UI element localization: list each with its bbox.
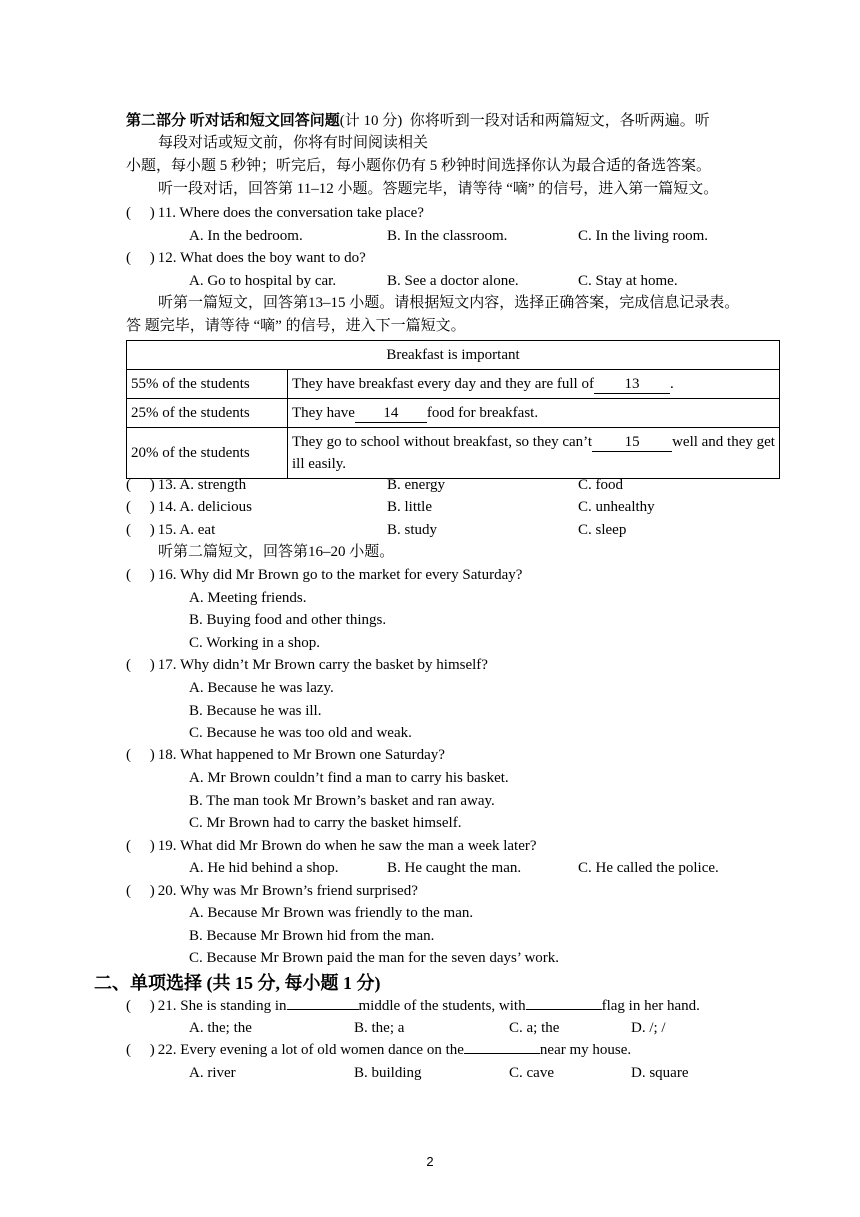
fill-blank <box>526 1009 602 1010</box>
option-c: C. In the living room. <box>578 228 708 244</box>
option-c: C. Stay at home. <box>578 273 678 289</box>
answer-paren-close: ) <box>149 522 155 538</box>
option-a: A. Mr Brown couldn’t find a man to carry his basket. <box>189 770 509 786</box>
option-a: A. river <box>189 1065 236 1081</box>
question-stem: 11. Where does the conversation take place? <box>157 205 424 221</box>
part2-score: (计 10 分) <box>339 113 403 129</box>
question-stem: 22. Every evening a lot of old women dance on the <box>157 1042 464 1058</box>
option-a: A. the; the <box>189 1020 252 1036</box>
table-row <box>127 399 780 428</box>
option-b: B. See a doctor alone. <box>387 273 519 289</box>
breakfast-info-table <box>126 340 780 479</box>
passage2-instruction: 听第二篇短文，回答第16–20 小题。 <box>158 544 395 560</box>
page-number: 2 <box>426 1154 434 1169</box>
option-a: A. Go to hospital by car. <box>189 273 337 289</box>
option-d: D. square <box>631 1065 689 1081</box>
answer-paren-close: ) <box>149 250 155 266</box>
answer-paren-close: ) <box>149 567 155 583</box>
section2-heading <box>94 970 381 996</box>
dialogue-instruction: 听一段对话，回答第 11–12 小题。答题完毕，请等待 “嘀” 的信号，进入第一篇短文。 <box>158 181 719 197</box>
option-c: C. Because Mr Brown paid the man for the seven days’ work. <box>189 950 560 966</box>
question-stem: 18. What happened to Mr Brown one Saturday? <box>157 747 445 763</box>
answer-paren-close: ) <box>149 747 155 763</box>
question-stem: 12. What does the boy want to do? <box>157 250 366 266</box>
answer-paren-close: ) <box>149 657 155 673</box>
option-a: A. Because Mr Brown was friendly to the man. <box>189 905 474 921</box>
answer-paren: ( <box>126 205 131 221</box>
table-cell-text <box>288 370 780 399</box>
option-a: A. In the bedroom. <box>189 228 303 244</box>
part2-intro-a: 你将听到一段对话和两篇短文，各听两遍。听 <box>409 113 710 129</box>
option-d: D. /; / <box>631 1020 666 1036</box>
question-stem: 17. Why didn’t Mr Brown carry the basket by himself? <box>157 657 488 673</box>
cell-text-post: . <box>669 376 674 392</box>
question-stem: 13. A. strength <box>157 477 247 493</box>
section2-score: (共 15 分, 每小题 1 分) <box>206 973 381 993</box>
table-row <box>127 428 780 479</box>
option-b: B. He caught the man. <box>387 860 522 876</box>
question-stem: 20. Why was Mr Brown’s friend surprised? <box>157 883 418 899</box>
fill-blank <box>464 1053 540 1054</box>
answer-paren: ( <box>126 747 131 763</box>
option-a: A. Meeting friends. <box>189 590 307 606</box>
question-13 <box>126 474 246 496</box>
option-b: B. study <box>387 522 438 538</box>
question-20 <box>126 880 418 902</box>
answer-paren: ( <box>126 998 131 1014</box>
option-b: B. building <box>354 1065 422 1081</box>
answer-paren: ( <box>126 477 131 493</box>
part2-intro-c: 小题，每小题 5 秒钟；听完后，每小题你仍有 5 秒钟时间选择你认为最合适的备选答案。 <box>126 158 712 174</box>
answer-paren-close: ) <box>149 838 155 854</box>
option-a: A. He hid behind a shop. <box>189 860 339 876</box>
part2-title: 第二部分 听对话和短文回答问题 <box>126 113 340 129</box>
question-18 <box>126 744 445 766</box>
option-b: B. Because Mr Brown hid from the man. <box>189 928 435 944</box>
answer-blank: 14 <box>355 404 427 423</box>
option-c: C. Working in a shop. <box>189 635 321 651</box>
option-b: B. Buying food and other things. <box>189 612 387 628</box>
question-stem: 15. A. eat <box>157 522 216 538</box>
table-cell-percent: 55% of the students <box>127 370 288 399</box>
question-12 <box>126 247 366 269</box>
question-19 <box>126 835 537 857</box>
cell-text-pre: They go to school without breakfast, so they can’t <box>292 434 593 450</box>
answer-paren-close: ) <box>149 1042 155 1058</box>
answer-paren: ( <box>126 838 131 854</box>
answer-paren: ( <box>126 1042 131 1058</box>
cell-text-pre: They have <box>292 405 355 421</box>
question-stem-post: near my house. <box>539 1042 632 1058</box>
option-c: C. sleep <box>578 522 627 538</box>
passage1-instruction-b: 答 题完毕，请等待 “嘀” 的信号，进入下一篇短文。 <box>126 318 466 334</box>
answer-blank: 15 <box>592 433 672 452</box>
table-row <box>127 370 780 399</box>
option-c: C. food <box>578 477 623 493</box>
question-17 <box>126 654 488 676</box>
answer-paren: ( <box>126 522 131 538</box>
option-a: A. Because he was lazy. <box>189 680 334 696</box>
question-11 <box>126 202 424 224</box>
answer-paren-close: ) <box>149 477 155 493</box>
option-b: B. Because he was ill. <box>189 703 322 719</box>
question-15 <box>126 519 215 541</box>
question-stem-post: flag in her hand. <box>601 998 700 1014</box>
passage1-instruction-a: 听第一篇短文，回答第13–15 小题。请根据短文内容，选择正确答案，完成信息记录表。 <box>158 295 740 311</box>
table-cell-percent: 25% of the students <box>127 399 288 428</box>
question-stem: 14. A. delicious <box>157 499 252 515</box>
question-21 <box>126 995 700 1017</box>
answer-blank: 13 <box>594 375 670 394</box>
option-c: C. Mr Brown had to carry the basket himself. <box>189 815 462 831</box>
question-stem: 21. She is standing in <box>157 998 287 1014</box>
answer-paren: ( <box>126 883 131 899</box>
answer-paren: ( <box>126 657 131 673</box>
option-b: B. The man took Mr Brown’s basket and ran away. <box>189 793 495 809</box>
question-16 <box>126 564 522 586</box>
option-b: B. the; a <box>354 1020 405 1036</box>
part2-heading <box>126 110 710 132</box>
option-c: C. He called the police. <box>578 860 719 876</box>
answer-paren-close: ) <box>149 205 155 221</box>
table-cell-text <box>288 399 780 428</box>
question-22 <box>126 1039 631 1061</box>
part2-intro-b: 每段对话或短文前，你将有时间阅读相关 <box>158 135 429 151</box>
cell-text-post: food for breakfast. <box>426 405 539 421</box>
question-stem-mid: middle of the students, with <box>358 998 526 1014</box>
option-b: B. energy <box>387 477 446 493</box>
option-c: C. unhealthy <box>578 499 655 515</box>
answer-paren-close: ) <box>149 883 155 899</box>
table-cell-percent: 20% of the students <box>127 428 288 479</box>
option-c: C. cave <box>509 1065 554 1081</box>
question-stem: 19. What did Mr Brown do when he saw the man a week later? <box>157 838 537 854</box>
answer-paren-close: ) <box>149 998 155 1014</box>
option-b: B. In the classroom. <box>387 228 508 244</box>
answer-paren-close: ) <box>149 499 155 515</box>
section2-title: 二、单项选择 <box>94 973 202 993</box>
fill-blank <box>287 1009 359 1010</box>
answer-paren: ( <box>126 499 131 515</box>
option-b: B. little <box>387 499 432 515</box>
cell-text-pre: They have breakfast every day and they are full of <box>292 376 594 392</box>
question-14 <box>126 496 252 518</box>
option-c: C. a; the <box>509 1020 560 1036</box>
answer-paren: ( <box>126 567 131 583</box>
option-c: C. Because he was too old and weak. <box>189 725 412 741</box>
question-stem: 16. Why did Mr Brown go to the market for every Saturday? <box>157 567 523 583</box>
table-cell-text <box>288 428 780 479</box>
answer-paren: ( <box>126 250 131 266</box>
table-title: Breakfast is important <box>127 341 780 370</box>
cell-text-post: well and they get ill easily. <box>292 434 775 472</box>
